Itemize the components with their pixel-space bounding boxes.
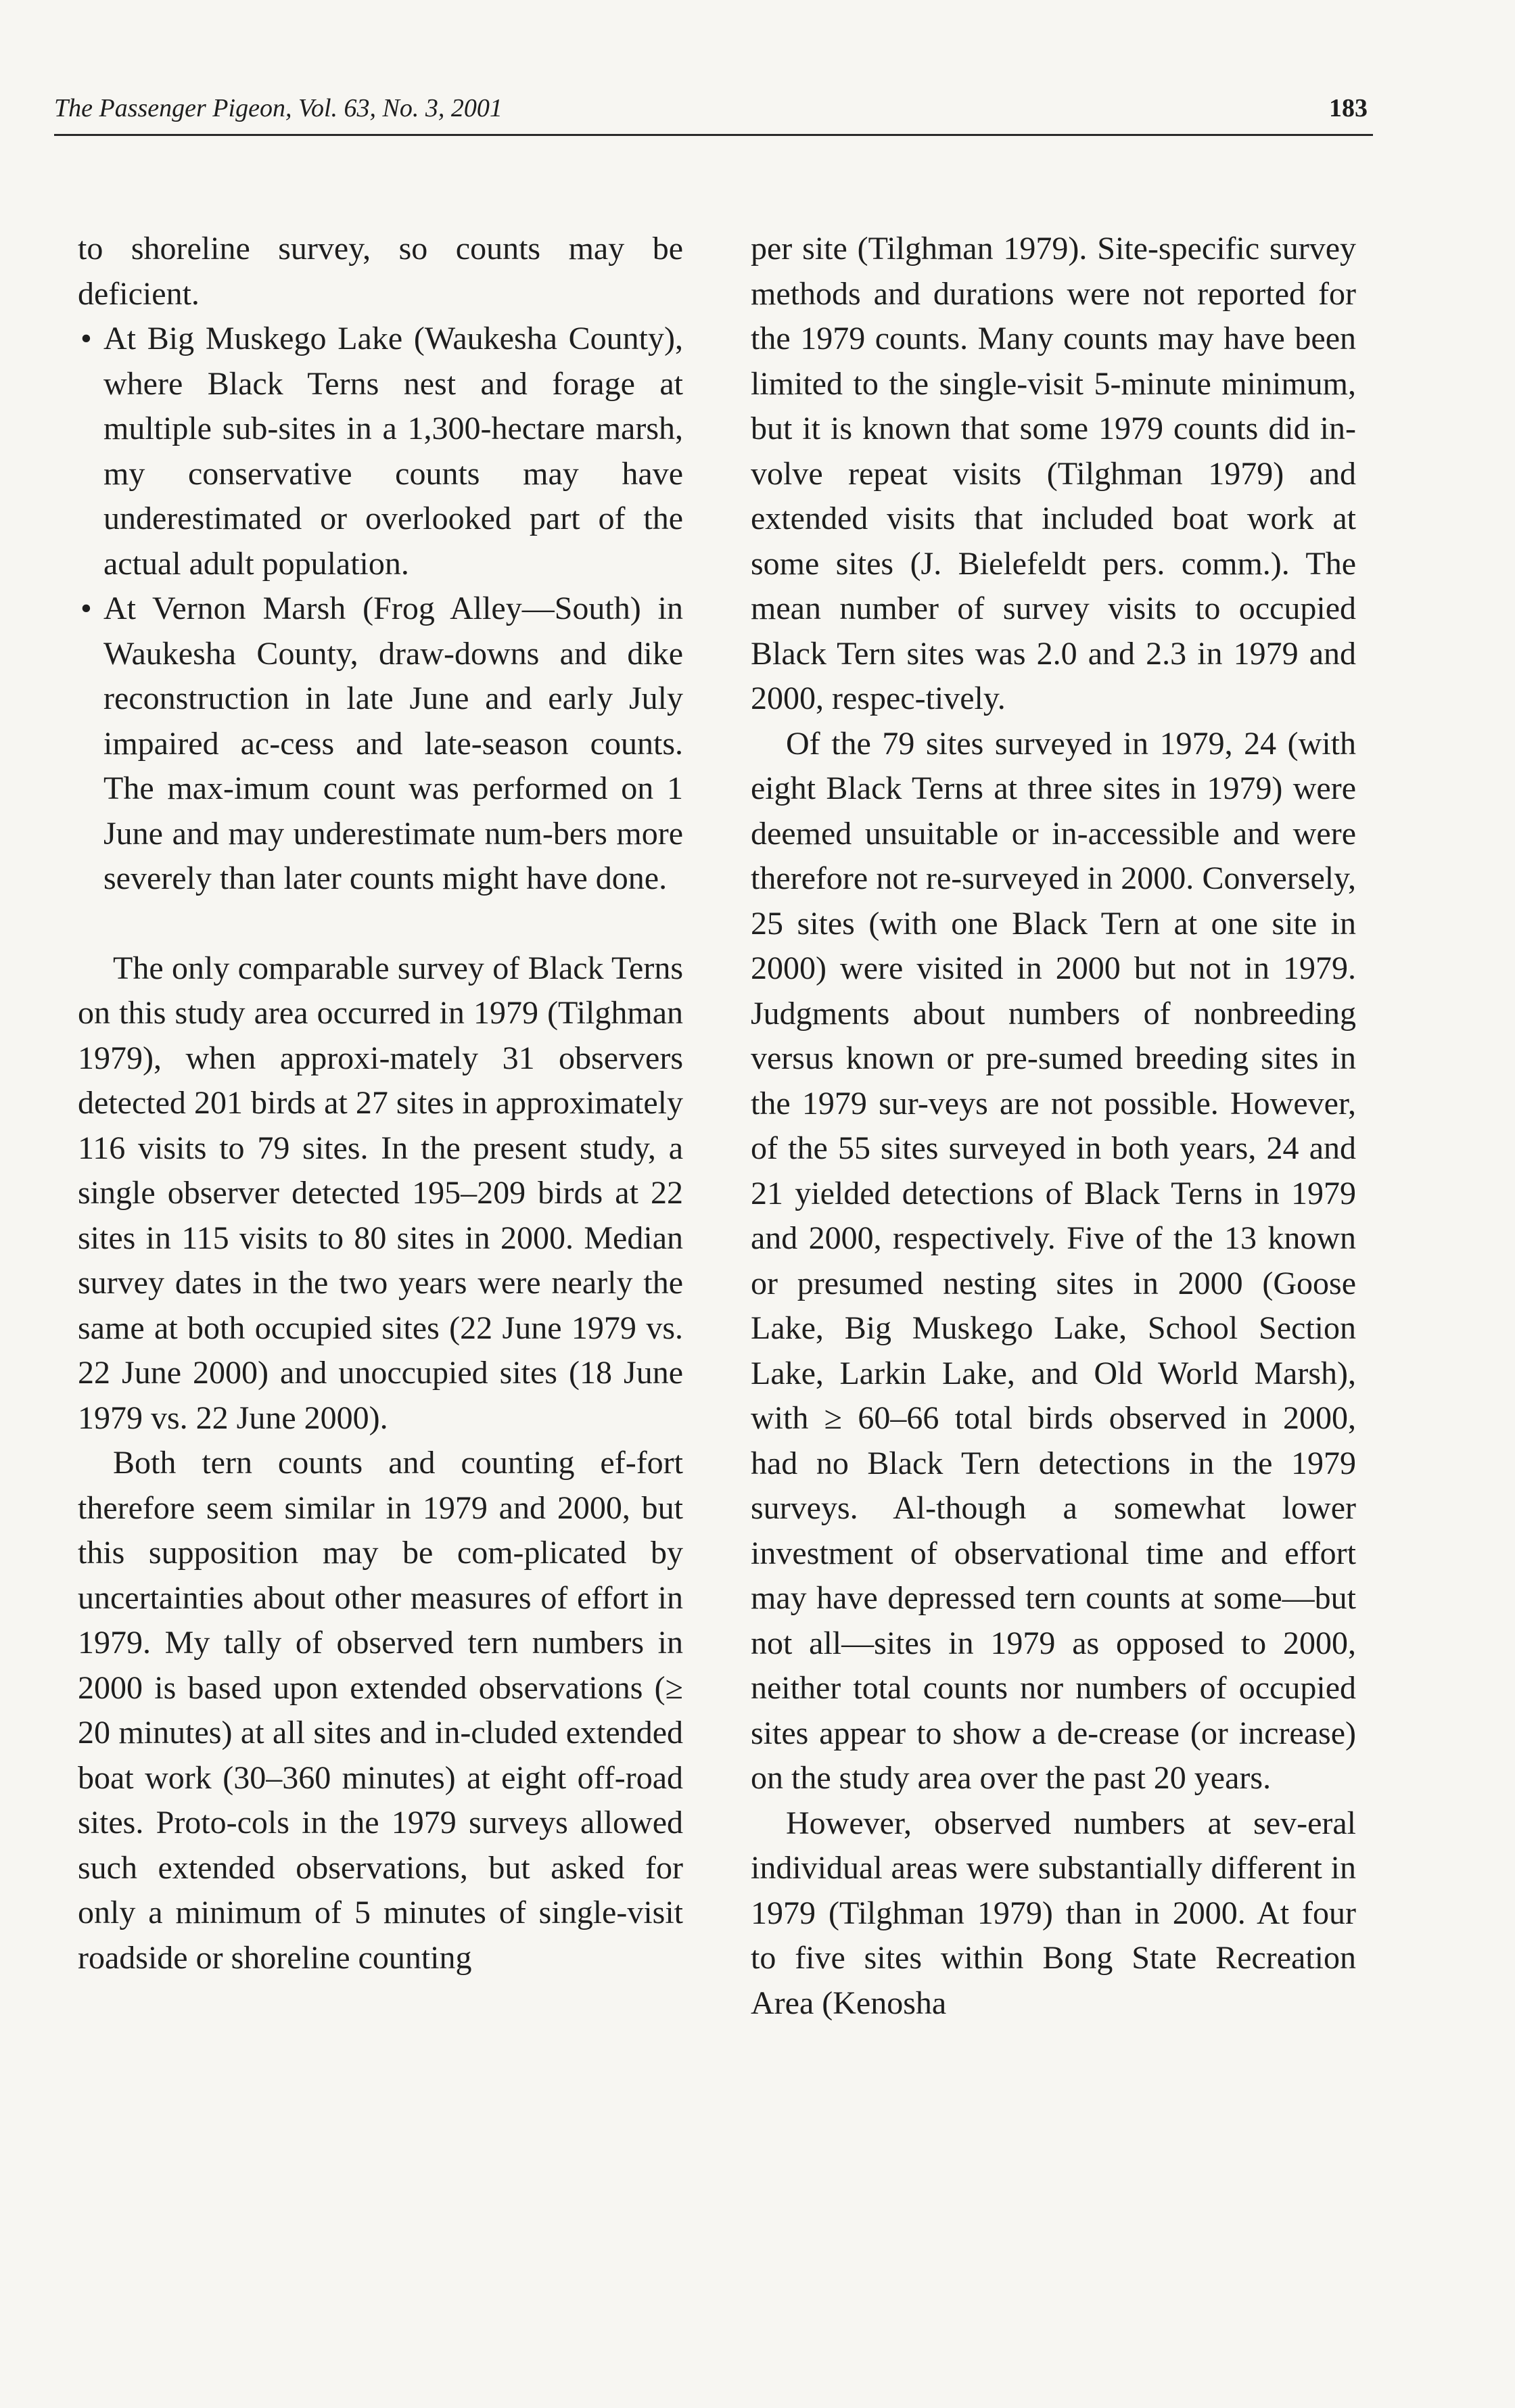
- left-column: [78, 227, 683, 1981]
- bullet-item: • At Vernon Marsh (Frog Alley—South) in Waukesha County, draw-downs and dike reconstruction in late June and early July impaired ac-cess and late-season counts. The max-imum count was performed on 1 June and may underestimate num-bers more severely than later counts might have done.: [78, 586, 683, 902]
- bullet-list: [78, 317, 683, 902]
- body-paragraph: Both tern counts and counting ef-fort therefore seem similar in 1979 and 2000, but this supposition may be com-plicated by uncertainties about other measures of effort in 1979. My tally of observed tern numbers in 2000 is based upon extended observations (≥ 20 minutes) at all sites and in-cluded extended boat work (30–360 minutes) at eight off-road sites. Proto-cols in the 1979 surveys allowed such extended observations, but asked for only a minimum of 5 minutes of single-visit roadside or shoreline counting: [78, 1445, 683, 1976]
- body-paragraph: However, observed numbers at sev-eral individual areas were substantially different in 1979 (Tilghman 1979) than in 2000. At four to five sites within Bong State Recreation Area (Kenosha: [751, 1805, 1356, 2021]
- page-number: 183: [1329, 94, 1368, 122]
- continuation-text: per site (Tilghman 1979). Site-specific survey methods and durations were not reported for the 1979 counts. Many counts may have been limited to the single-visit 5-minute minimum, but it is known that some 1979 counts did in-volve repeat visits (Tilghman 1979) and extended visits that included boat work at some sites (J. Bielefeldt pers. comm.). The mean number of survey visits to occupied Black Tern sites was 2.0 and 2.3 in 1979 and 2000, respec-tively.: [751, 231, 1356, 716]
- journal-citation: The Passenger Pigeon, Vol. 63, No. 3, 2001: [54, 94, 503, 122]
- running-header: [54, 93, 1373, 136]
- continuation-text: to shoreline survey, so counts may be deficient.: [78, 231, 683, 312]
- right-column: [751, 227, 1356, 2026]
- body-paragraph: Of the 79 sites surveyed in 1979, 24 (with eight Black Terns at three sites in 1979) were deemed unsuitable or in-accessible and were therefore not re-surveyed in 2000. Conversely, 25 sites (with one Black Tern at one site in 2000) were visited in 2000 but not in 1979. Judgments about numbers of nonbreeding versus known or pre-sumed breeding sites in the 1979 sur-veys are not possible. However, of the 55 sites surveyed in both years, 24 and 21 yielded detections of Black Terns in 1979 and 2000, respectively. Five of the 13 known or presumed nesting sites in 2000 (Goose Lake, Big Muskego Lake, School Section Lake, Larkin Lake, and Old World Marsh), with ≥ 60–66 total birds observed in 2000, had no Black Tern detections in the 1979 surveys. Al-though a somewhat lower investment of observational time and effort may have depressed tern counts at some—but not all—sites in 1979 as opposed to 2000, neither total counts nor numbers of occupied sites appear to show a de-crease (or increase) on the study area over the past 20 years.: [751, 725, 1356, 1796]
- body-paragraph: The only comparable survey of Black Terns on this study area occurred in 1979 (Tilghman 1979), when approxi-mately 31 observers detected 201 birds at 27 sites in approximately 116 visits to 79 sites. In the present study, a single observer detected 195–209 birds at 22 sites in 115 visits to 80 sites in 2000. Median survey dates in the two years were nearly the same at both occupied sites (22 June 1979 vs. 22 June 2000) and unoccupied sites (18 June 1979 vs. 22 June 2000).: [78, 950, 683, 1436]
- bullet-item: • At Big Muskego Lake (Waukesha County), where Black Terns nest and forage at multiple sub-sites in a 1,300-hectare marsh, my conservative counts may have underestimated or overlooked part of the actual adult population.: [78, 317, 683, 586]
